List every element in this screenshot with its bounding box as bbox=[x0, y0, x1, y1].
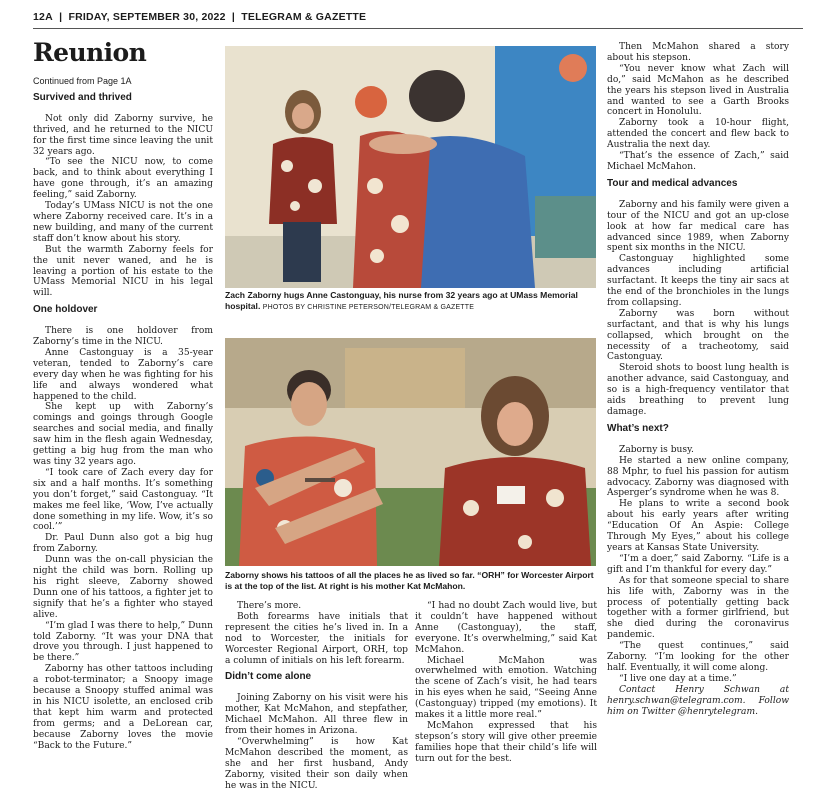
paragraph: Not only did Zaborny survive, he thrived, and he returned to the NICU for the first time since leaving the unit 32 years ago. bbox=[33, 113, 213, 157]
paragraph: Castonguay highlighted some advances including artificial surfactant. It keeps the tiny air sacs at the end of the bronchioles in the lungs from collapsing. bbox=[607, 254, 789, 308]
paragraph: Today’s UMass NICU is not the one where Zaborny received care. It’s in a new building, and many of the current staff don’t know about his story. bbox=[33, 201, 213, 244]
masthead-separator: | bbox=[59, 11, 63, 23]
continued-line: Continued from Page 1A bbox=[33, 76, 132, 86]
paragraph: Dunn was the on-call physician the night the child was born. Rolling up his right sleeve, Zaborny showed Dunn one of his tattoos, a fighter jet to signify that he’s a fighter who stayed alive. bbox=[33, 555, 213, 620]
paragraph: But the warmth Zaborny feels for the unit never waned, and he is leaving a portion of his estate to the UMass Memorial NICU in his legal will. bbox=[33, 244, 213, 299]
paragraph: “The quest continues,” said Zaborny. “I’m looking for the other half. Eventually, it will come along. bbox=[607, 641, 789, 673]
paragraph: Then McMahon shared a story about his stepson. bbox=[607, 42, 789, 63]
paragraph: “You never know what Zach will do,” said McMahon as he described the years his stepson lived in Australia and wanted to see a Garth Brooks concert in Honolulu. bbox=[607, 63, 789, 118]
paragraph: Zaborny was born without surfactant, and that is why his lungs collapsed, which brought on the necessity of a tracheotomy, said Castonguay. bbox=[607, 308, 789, 363]
paragraph: He plans to write a second book about his early years after writing “Education Of An Aspie: College Through My Eyes,” about his college years at Kansas State University. bbox=[607, 499, 789, 553]
newspaper-name: TELEGRAM & GAZETTE bbox=[241, 11, 367, 23]
paragraph: He started a new online company, 88 Mphr, to fuel his passion for autism advocacy. Zaborny was diagnosed with Asperger’s syndrome when he was 8. bbox=[607, 455, 789, 499]
contact-line bbox=[607, 685, 789, 718]
masthead-separator: | bbox=[231, 11, 236, 23]
paragraph: Dr. Paul Dunn also got a big hug from Zaborny. bbox=[33, 533, 213, 555]
paragraph: “I live one day at a time.” bbox=[619, 673, 737, 684]
subhead-holdover: One holdover bbox=[33, 304, 98, 316]
paragraph: “I’m a doer,” said Zaborny. “Life is a gift and I’m thankful for every day.” bbox=[607, 553, 789, 575]
paragraph: Anne Castonguay is a 35-year veteran, tended to Zaborny’s care every day when he was fighting for his life and always wondered what happened to the child. bbox=[33, 347, 213, 402]
photo-hug bbox=[225, 46, 596, 288]
paragraph: “I took care of Zach every day for six and a half months. It’s something you don’t forget,” said Castonguay. “It makes me feel like, ‘Wow, I’ve actually done something in my life. Wow, it’s so cool.’” bbox=[33, 467, 213, 533]
paragraph: Zaborny and his family were given a tour of the NICU and got an up-close look at how far medical care has advanced since 1989, when Zaborny spent six months in the NICU. bbox=[607, 199, 789, 254]
paragraph: Both forearms have initials that represent the cities he’s lived in. In a nod to Worcester, the initials for Worcester Regional Airport, ORH, top a column of initials on his left forearm. bbox=[225, 611, 408, 666]
wall-circle bbox=[559, 54, 587, 82]
caption-text: Zaborny shows his tattoos of all the places he as lived so far. “ORH” for Worcester Airport is at the top of the list. At right is his mother Kat McMahon. bbox=[225, 570, 594, 591]
page-number: 12A bbox=[33, 11, 53, 23]
subhead-tour: Tour and medical advances bbox=[607, 177, 738, 189]
paragraph: “Overwhelming” is how Kat McMahon described the moment, as she and her first husband, Andy Zaborny, visited their son daily when he was in the NICU. bbox=[225, 736, 408, 791]
paragraph: “To see the NICU now, to come back, and to think about everything I have gone through, it’s an amazing feeling,” said Zaborny. bbox=[33, 157, 213, 201]
paragraph: “I had no doubt Zach would live, but it couldn’t have happened without Anne (Castonguay), the staff, everyone. It’s overwhelming,” said Kat McMahon. bbox=[415, 601, 597, 655]
subhead-survived: Survived and thrived bbox=[33, 91, 132, 103]
masthead bbox=[33, 11, 803, 27]
paragraph: Zaborny has other tattoos including a robot-terminator; a Snoopy image because a Snoopy stuffed animal was in his NICU isolette, an enclosed crib that kept him warm and protected from germs; and a DeLorean car, because Zaborny loves the movie “Back to the Future.” bbox=[33, 664, 213, 751]
issue-date: FRIDAY, SEPTEMBER 30, 2022 bbox=[68, 11, 226, 23]
subhead-next: What’s next? bbox=[607, 422, 669, 434]
paragraph: Zaborny took a 10-hour flight, attended the concert and flew back to Australia the next day. bbox=[607, 118, 789, 151]
contact-text: Contact Henry Schwan at henry.schwan@telegram.com. Follow him on Twitter @henrytelegram. bbox=[607, 684, 789, 717]
paragraph: “I’m glad I was there to help,” Dunn told Zaborny. “It was your DNA that drove you through. I just happened to be there.” bbox=[33, 620, 213, 664]
paragraph: Steroid shots to boost lung health is another advance, said Castonguay, and so is a high-frequency ventilator that aids breathing to prevent lung damage. bbox=[607, 363, 789, 417]
column-2 bbox=[225, 601, 408, 792]
wall-circle bbox=[355, 86, 387, 118]
paragraph: Michael McMahon was overwhelmed with emotion. Watching the scene of Zach’s visit, he had tears in his eyes when he said, “Seeing Anne (Castonguay) tripped (my emotions). It makes it a little more real.” bbox=[415, 655, 597, 721]
headline: Reunion bbox=[33, 38, 147, 67]
paragraph: Joining Zaborny on his visit were his mother, Kat McMahon, and stepfather, Michael McMahon. All three flew in from their homes in Arizona. bbox=[225, 693, 408, 737]
caption-text: Zach Zaborny hugs Anne Castonguay, his nurse from 32 years ago at UMass Memorial hospital. bbox=[225, 290, 578, 311]
photo-caption bbox=[225, 290, 596, 313]
paragraph: As for that someone special to share his life with, Zaborny was in the process of potentially getting back together with a former girlfriend, but she died during the coronavirus pandemic. bbox=[607, 575, 789, 641]
paragraph: She kept up with Zaborny’s comings and goings through Google searches and social media, and finally saw him in the flesh again Wednesday, getting a big hug from the man who was tiny 32 years ago. bbox=[33, 402, 213, 467]
paragraph: There’s more. bbox=[237, 601, 302, 611]
paragraph: Zaborny is busy. bbox=[619, 444, 694, 455]
photo-credit: PHOTOS BY CHRISTINE PETERSON/TELEGRAM & GAZETTE bbox=[262, 303, 475, 311]
masthead-rule bbox=[33, 28, 803, 29]
column-4 bbox=[607, 42, 789, 717]
photo-tattoos bbox=[225, 338, 596, 566]
paragraph: There is one holdover from Zaborny’s time in the NICU. bbox=[33, 326, 213, 348]
subhead-alone: Didn’t come alone bbox=[225, 671, 312, 683]
paragraph: McMahon expressed that his stepson’s story will give other preemie families hope that their child’s life will turn out for the best. bbox=[415, 720, 597, 764]
photo-caption bbox=[225, 570, 596, 591]
column-1 bbox=[33, 38, 213, 751]
column-3 bbox=[415, 601, 597, 765]
paragraph: “That’s the essence of Zach,” said Michael McMahon. bbox=[607, 151, 789, 172]
